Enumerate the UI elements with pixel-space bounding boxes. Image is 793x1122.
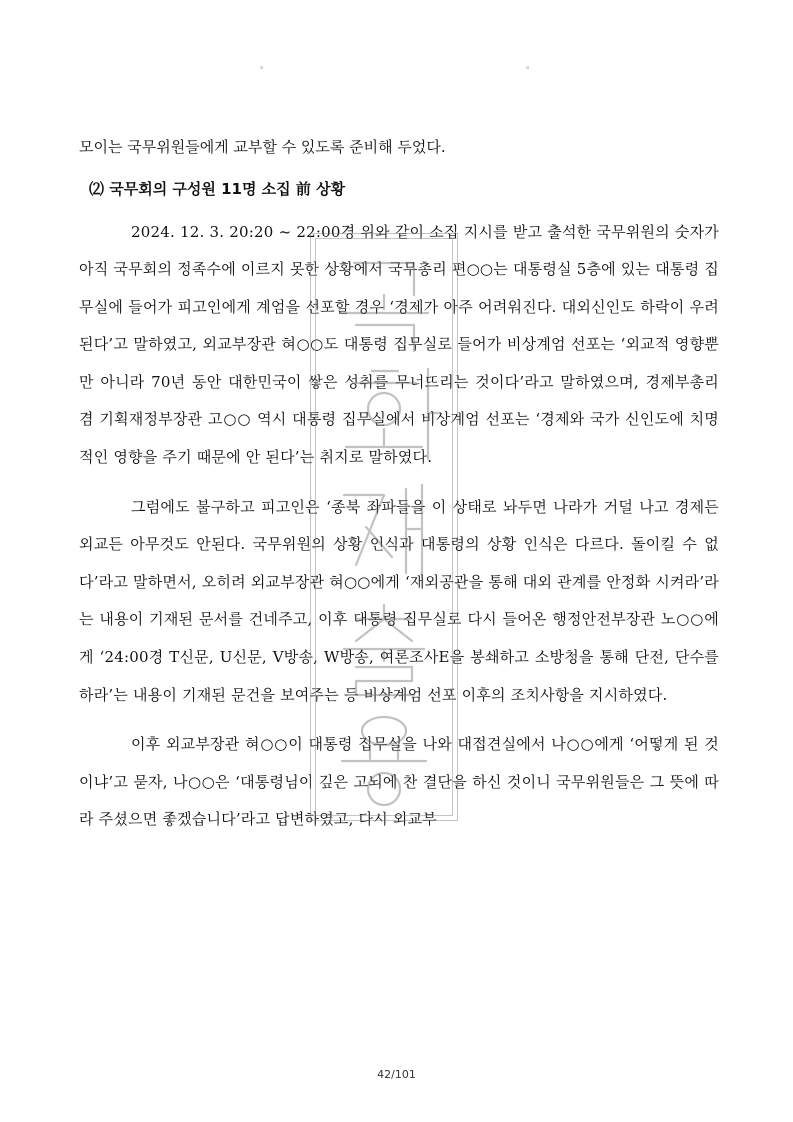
- intro-line: 모이는 국무위원들에게 교부할 수 있도록 준비해 두었다.: [79, 138, 446, 156]
- paragraph-1: 2024. 12. 3. 20:20 ~ 22:00경 위와 같이 소집 지시를 받고 출석한 국무위원의 숫자가 아직 국무회의 정족수에 이르지 못한 상황에서 국무총리 편○○는 대통령실 5층에 있는 대통령 집무실에 들어가 피고인에게 계엄을 선포할 경우 ‘경제가 아주 어려워진다. 대외신인도 하락이 우려된다’고 말하였고, 외교부장관 혀○○도 대통령 집무실로 들어가 비상계엄 선포는 ‘외교적 영향뿐만 아니라 70년 동안 대한민국이 쌓은 성취를 무너뜨리는 것이다’라고 말하였으며, 경제부총리 겸 기획재정부장관 고○○ 역시 대통령 집무실에서 비상계엄 선포는 ‘경제와 국가 신인도에 치명적인 영향을 주기 때문에 안 된다’는 취지로 말하였다.: [79, 222, 719, 467]
- section-heading: ⑵ 국무회의 구성원 11명 소집 前 상황: [89, 179, 346, 198]
- header-mark-right: 。: [526, 61, 536, 71]
- paragraph-3: 이후 외교부장관 혀○○이 대통령 집무실을 나와 대접견실에서 나○○에게 ‘어떻게 된 것이냐’고 묻자, 나○○은 ‘대통령님이 깊은 고뇌에 찬 결단을 하신 것이니 국무위원들은 그 뜻에 따라 주셨으면 좋겠습니다’라고 답변하였고, 다시 외교부: [79, 735, 719, 829]
- document-body: [79, 129, 719, 851]
- page-number: 42/101: [377, 1068, 416, 1081]
- header-mark-left: 。: [260, 61, 270, 71]
- paragraph-2: 그럼에도 불구하고 피고인은 ‘종북 좌파들을 이 상태로 놔두면 나라가 거덜 나고 경제든 외교든 아무것도 안된다. 국무위원의 상황 인식과 대통령의 상황 인식은 다르다. 돌이킬 수 없다’라고 말하면서, 오히려 외교부장관 혀○○에게 ‘재외공관을 통해 대외 관계를 안정화 시켜라’라는 내용이 기재된 문서를 건네주고, 이후 대통령 집무실로 다시 들어온 행정안전부장관 노○○에게 ‘24:00경 T신문, U신문, V방송, W방송, 여론조사E을 봉쇄하고 소방청을 통해 단전, 단수를 하라’는 내용이 기재된 문건을 보여주는 등 비상계엄 선포 이후의 조치사항을 지시하였다.: [79, 497, 719, 704]
